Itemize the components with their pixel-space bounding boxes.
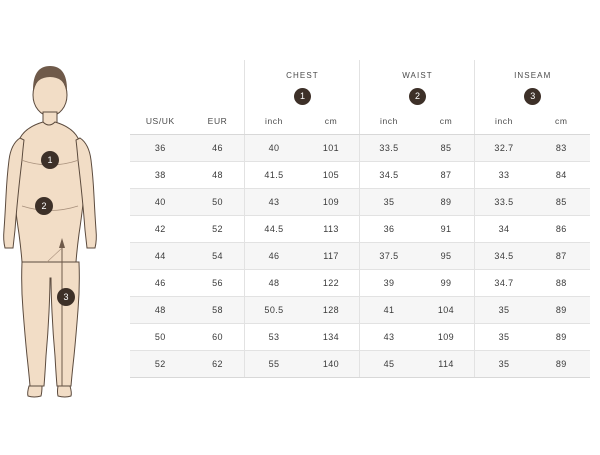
group-header-inseam: INSEAM <box>475 60 590 82</box>
chest-badge: 1 <box>294 88 311 105</box>
cell-waist-inch: 37.5 <box>360 243 418 270</box>
cell-waist-inch: 36 <box>360 216 418 243</box>
column-header-row <box>130 108 590 135</box>
cell-waist-cm: 91 <box>417 216 475 243</box>
cell-eur: 60 <box>191 324 245 351</box>
cell-inseam-cm: 89 <box>532 351 590 378</box>
cell-chest-cm: 113 <box>302 216 360 243</box>
cell-waist-cm: 89 <box>417 189 475 216</box>
table-row <box>130 351 590 378</box>
cell-chest-cm: 109 <box>302 189 360 216</box>
column-header-waist-inch: inch <box>360 108 418 135</box>
cell-us-uk: 42 <box>130 216 191 243</box>
chest-badge-cell <box>245 82 360 108</box>
cell-waist-cm: 95 <box>417 243 475 270</box>
cell-waist-inch: 35 <box>360 189 418 216</box>
cell-chest-cm: 105 <box>302 162 360 189</box>
table-row <box>130 324 590 351</box>
inseam-badge: 3 <box>524 88 541 105</box>
cell-waist-cm: 114 <box>417 351 475 378</box>
cell-waist-inch: 45 <box>360 351 418 378</box>
cell-eur: 48 <box>191 162 245 189</box>
cell-chest-cm: 128 <box>302 297 360 324</box>
cell-waist-cm: 109 <box>417 324 475 351</box>
cell-chest-cm: 122 <box>302 270 360 297</box>
cell-eur: 54 <box>191 243 245 270</box>
chest-marker-badge: 1 <box>41 151 59 169</box>
group-badge-spacer <box>130 82 245 108</box>
table-row <box>130 297 590 324</box>
cell-inseam-inch: 34.7 <box>475 270 533 297</box>
cell-waist-inch: 39 <box>360 270 418 297</box>
cell-us-uk: 48 <box>130 297 191 324</box>
cell-chest-cm: 140 <box>302 351 360 378</box>
table-row <box>130 216 590 243</box>
cell-inseam-cm: 89 <box>532 297 590 324</box>
cell-waist-inch: 41 <box>360 297 418 324</box>
cell-inseam-inch: 35 <box>475 324 533 351</box>
cell-eur: 56 <box>191 270 245 297</box>
cell-inseam-cm: 88 <box>532 270 590 297</box>
cell-inseam-inch: 35 <box>475 351 533 378</box>
cell-inseam-inch: 33.5 <box>475 189 533 216</box>
column-header-eur: EUR <box>191 108 245 135</box>
cell-inseam-inch: 34.5 <box>475 243 533 270</box>
cell-waist-inch: 43 <box>360 324 418 351</box>
cell-waist-cm: 99 <box>417 270 475 297</box>
waist-badge: 2 <box>409 88 426 105</box>
column-header-us-uk: US/UK <box>130 108 191 135</box>
cell-inseam-cm: 83 <box>532 135 590 162</box>
cell-chest-inch: 40 <box>245 135 303 162</box>
cell-us-uk: 46 <box>130 270 191 297</box>
cell-chest-cm: 117 <box>302 243 360 270</box>
cell-inseam-inch: 32.7 <box>475 135 533 162</box>
male-body-illustration <box>0 0 130 450</box>
cell-us-uk: 52 <box>130 351 191 378</box>
group-spacer <box>130 60 245 82</box>
cell-inseam-cm: 86 <box>532 216 590 243</box>
group-badge-row <box>130 82 590 108</box>
cell-chest-inch: 48 <box>245 270 303 297</box>
cell-chest-inch: 53 <box>245 324 303 351</box>
table-row <box>130 162 590 189</box>
cell-eur: 46 <box>191 135 245 162</box>
table-row <box>130 189 590 216</box>
cell-chest-inch: 43 <box>245 189 303 216</box>
column-header-chest-cm: cm <box>302 108 360 135</box>
size-chart-table-wrap <box>130 60 590 378</box>
size-chart-table <box>130 60 590 378</box>
waist-badge-cell <box>360 82 475 108</box>
waist-marker-badge: 2 <box>35 197 53 215</box>
cell-eur: 52 <box>191 216 245 243</box>
cell-waist-cm: 104 <box>417 297 475 324</box>
cell-inseam-cm: 87 <box>532 243 590 270</box>
cell-chest-inch: 55 <box>245 351 303 378</box>
column-header-inseam-inch: inch <box>475 108 533 135</box>
table-row <box>130 243 590 270</box>
cell-inseam-inch: 33 <box>475 162 533 189</box>
cell-eur: 50 <box>191 189 245 216</box>
column-header-waist-cm: cm <box>417 108 475 135</box>
cell-inseam-cm: 85 <box>532 189 590 216</box>
cell-inseam-cm: 84 <box>532 162 590 189</box>
cell-inseam-cm: 89 <box>532 324 590 351</box>
group-header-waist: WAIST <box>360 60 475 82</box>
cell-chest-inch: 41.5 <box>245 162 303 189</box>
group-header-row <box>130 60 590 82</box>
body-figure <box>0 0 130 450</box>
cell-chest-inch: 46 <box>245 243 303 270</box>
cell-waist-inch: 33.5 <box>360 135 418 162</box>
cell-eur: 62 <box>191 351 245 378</box>
inseam-marker-badge: 3 <box>57 288 75 306</box>
cell-us-uk: 38 <box>130 162 191 189</box>
cell-chest-cm: 101 <box>302 135 360 162</box>
table-row <box>130 270 590 297</box>
column-header-chest-inch: inch <box>245 108 303 135</box>
cell-chest-cm: 134 <box>302 324 360 351</box>
group-header-chest: CHEST <box>245 60 360 82</box>
cell-inseam-inch: 35 <box>475 297 533 324</box>
cell-us-uk: 44 <box>130 243 191 270</box>
cell-inseam-inch: 34 <box>475 216 533 243</box>
cell-waist-cm: 87 <box>417 162 475 189</box>
cell-chest-inch: 50.5 <box>245 297 303 324</box>
column-header-inseam-cm: cm <box>532 108 590 135</box>
inseam-badge-cell <box>475 82 590 108</box>
cell-waist-inch: 34.5 <box>360 162 418 189</box>
cell-eur: 58 <box>191 297 245 324</box>
cell-waist-cm: 85 <box>417 135 475 162</box>
size-chart-body <box>130 135 590 378</box>
table-row <box>130 135 590 162</box>
cell-chest-inch: 44.5 <box>245 216 303 243</box>
cell-us-uk: 50 <box>130 324 191 351</box>
cell-us-uk: 36 <box>130 135 191 162</box>
cell-us-uk: 40 <box>130 189 191 216</box>
